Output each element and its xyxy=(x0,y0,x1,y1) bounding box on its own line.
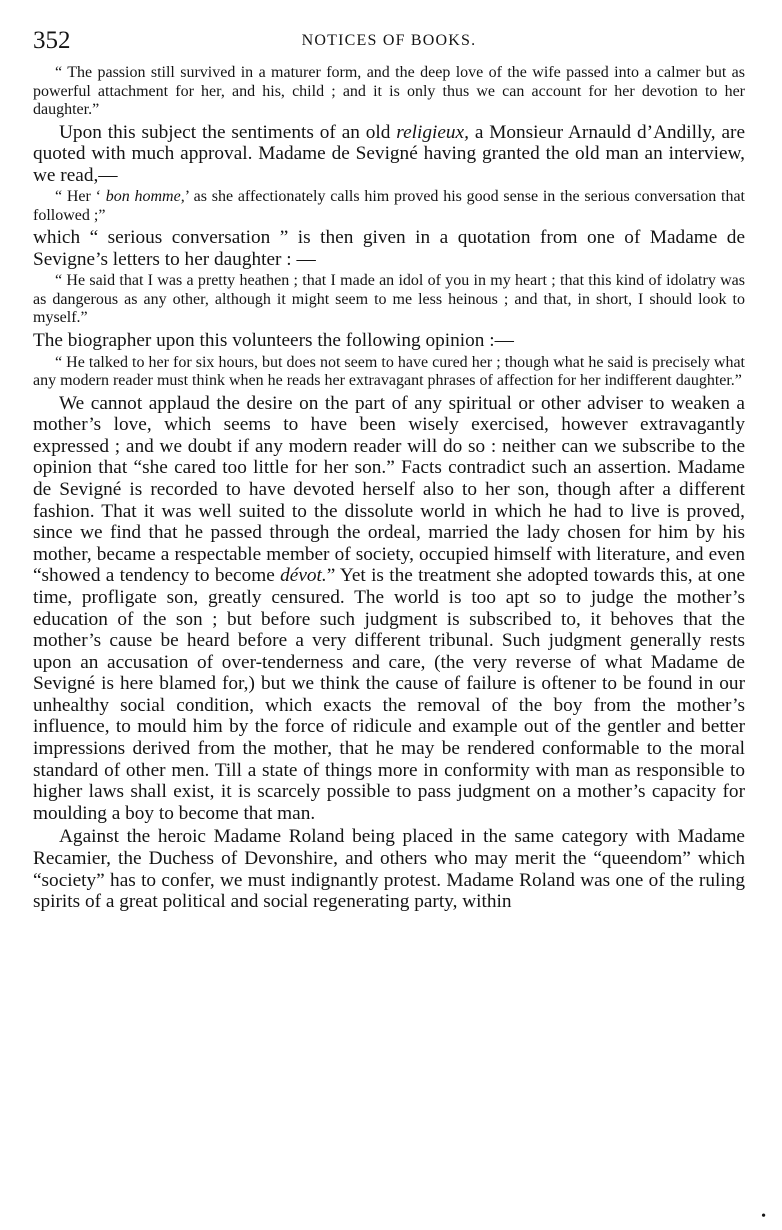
block-quote-2-text-a: “ Her ‘ xyxy=(55,188,106,206)
paragraph-1-italic: religieux, xyxy=(396,121,469,143)
block-quote-2-italic: bon homme, xyxy=(105,188,185,206)
paragraph-1 xyxy=(33,122,745,187)
paragraph-2: which “ serious conversation ” is then given in a quotation from one of Madame de Sevigne’s letters to her daughter : — xyxy=(33,227,745,270)
running-title: NOTICES OF BOOKS. xyxy=(301,32,477,49)
block-quote-1: “ The passion still survived in a maturer form, and the deep love of the wife passed into a calmer but as powerful attachment for her, and his, child ; and it is only thus we can account for her devotion to her daughter.” xyxy=(33,64,745,118)
paragraph-5: Against the heroic Madame Roland being placed in the same category with Madame Recamier, the Duchess of Devonshire, and others who may merit the “queendom” which “society” has to confer, we must indignantly protest. Madame Roland was one of the ruling spirits of a great political and social regenerating party, within xyxy=(33,826,745,913)
page-number: 352 xyxy=(33,27,71,54)
block-quote-2 xyxy=(33,188,745,225)
page xyxy=(33,26,745,915)
paragraph-1-text-a: Upon this subject the sentiments of an old xyxy=(59,121,397,143)
paragraph-3: The biographer upon this volunteers the following opinion :— xyxy=(33,329,514,351)
paragraph-4-text-a: We cannot applaud the desire on the part of any spiritual or other adviser to weaken a mother’s love, which seems to have been wisely exercised, however extravagantly expressed ; and we doubt if any modern reader will do so : neither can we subscribe to the opinion that “she cared too little for her son.” Facts contradict such an assertion. Madame de Sevigné is recorded to have devoted herself also to her son, though after a different fashion. That it was well suited to the dissolute world in which he had to live is proved, since we find that he passed through the ordeal, married the lady chosen for him by his mother, became a respectable member of society, occupied himself with literature, and even “showed a tendency to become xyxy=(33,392,745,587)
paragraph-4-italic: dévot. xyxy=(280,565,327,587)
paragraph-4 xyxy=(33,393,745,825)
paragraph-4-text-b: ” Yet is the treatment she adopted towards this, at one time, profligate son, greatly censured. The world is too apt so to judge the mother’s education of the son ; but before such judgment is subscribed to, it behoves that the mother’s cause be heard before a very different tribunal. Such judgment generally rests upon an accusation of over-tenderness and care, (the very reverse of what Madame de Sevigné is here blamed for,) but we think the cause of failure is oftener to be found in our unhealthy social condition, which exacts the removal of the boy from the mother’s influence, to mould him by the force of ridicule and example out of the gentler and better impressions derived from the mother, that he may be rendered conformable to the moral standard of other men. Till a state of things more in conformity with man as responsible to higher laws shall exist, it is scarcely possible to pass judgment on a mother’s capacity for moulding a boy to become that man. xyxy=(33,565,745,824)
stray-mark: • xyxy=(761,1209,766,1224)
block-quote-4: “ He talked to her for six hours, but does not seem to have cured her ; though what he said is precisely what any modern reader must think when he reads her extravagant phrases of affection for her indifferent daughter.” xyxy=(33,353,745,390)
page-header xyxy=(33,26,745,64)
block-quote-3: “ He said that I was a pretty heathen ; that I made an idol of you in my heart ; that this kind of idolatry was as dangerous as any other, although it might seem to me less heinous ; and that, in short, I should look to myself.” xyxy=(33,272,745,327)
block-quote-2-text-b: ’ as she affectionately calls him proved his good sense in the serious conversation that followed ;” xyxy=(33,188,745,224)
paragraph-1-text-b: a Monsieur Arnauld d’Andilly, are quoted with much approval. Madame de Sevigné having granted the old man an interview, we read,— xyxy=(33,121,746,186)
